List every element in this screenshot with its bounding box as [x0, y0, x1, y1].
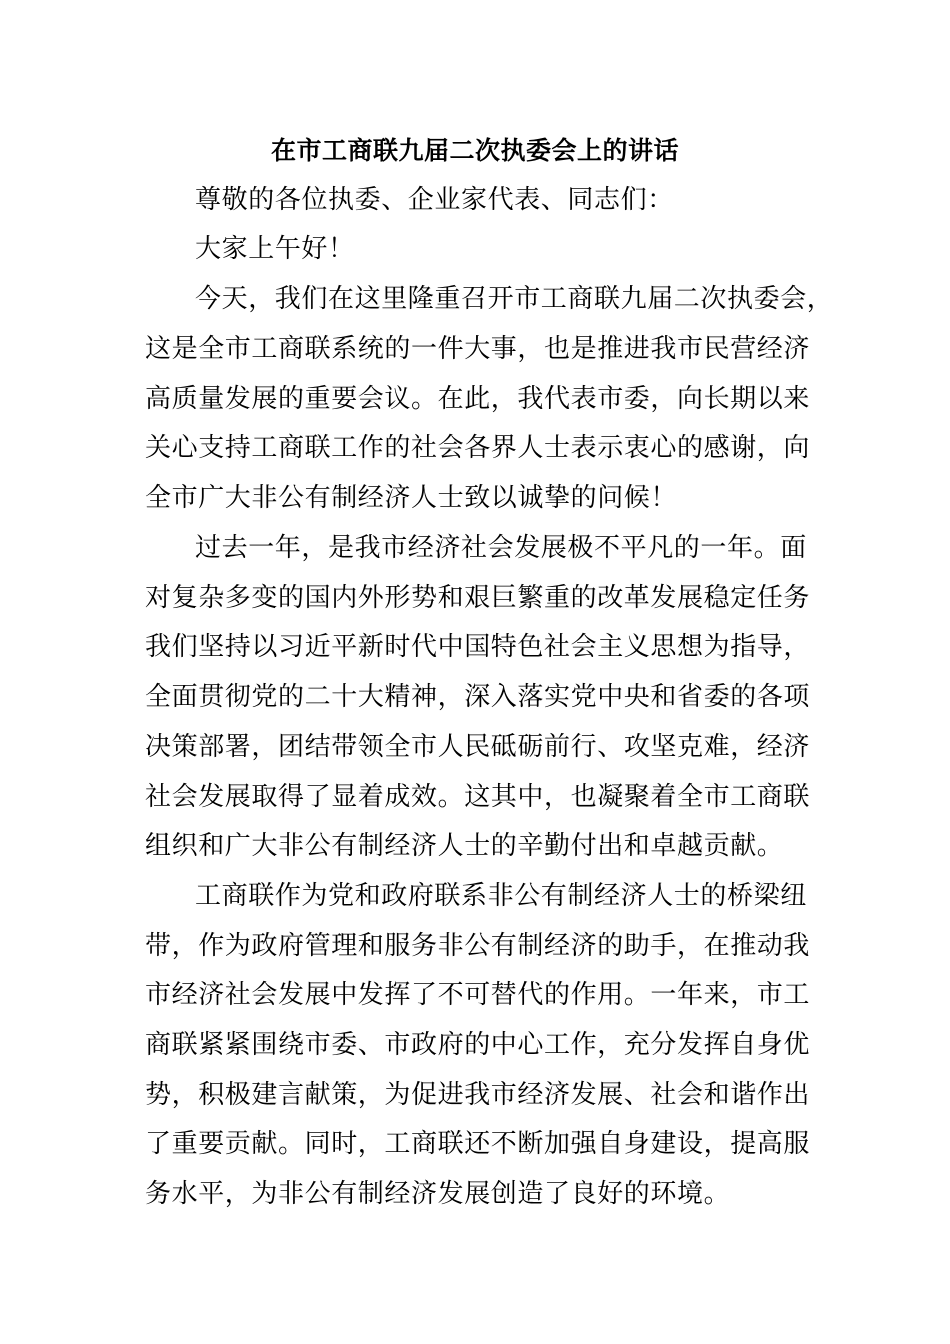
greeting-line: 大家上午好！	[195, 234, 355, 264]
paragraph-1-line-1: 今天，我们在这里隆重召开市工商联九届二次执委会，	[195, 284, 834, 314]
document-title: 在市工商联九届二次执委会上的讲话	[270, 136, 679, 165]
salutation-line: 尊敬的各位执委、企业家代表、同志们：	[195, 185, 674, 215]
paragraph-2-line-1: 过去一年，是我市经济社会发展极不平凡的一年。面	[195, 533, 807, 563]
paragraph-3-line-3: 市经济社会发展中发挥了不可替代的作用。一年来，市工	[145, 980, 811, 1010]
paragraph-3-line-5: 势，积极建言献策，为促进我市经济发展、社会和谐作出	[145, 1080, 811, 1110]
paragraph-1-line-4: 关心支持工商联工作的社会各界人士表示衷心的感谢，向	[145, 433, 811, 463]
paragraph-3-line-6: 了重要贡献。同时，工商联还不断加强自身建设，提高服	[145, 1129, 811, 1159]
paragraph-1-line-2: 这是全市工商联系统的一件大事，也是推进我市民营经济	[145, 334, 811, 364]
paragraph-2-line-2: 对复杂多变的国内外形势和艰巨繁重的改革发展稳定任务	[145, 583, 811, 613]
paragraph-3-line-2: 带，作为政府管理和服务非公有制经济的助手，在推动我	[145, 931, 811, 961]
paragraph-2-line-4: 全面贯彻党的二十大精神，深入落实党中央和省委的各项	[145, 682, 811, 712]
paragraph-3-line-4: 商联紧紧围绕市委、市政府的中心工作，充分发挥自身优	[145, 1030, 811, 1060]
paragraph-1-line-5: 全市广大非公有制经济人士致以诚挚的问候！	[145, 483, 678, 513]
paragraph-2-line-5: 决策部署，团结带领全市人民砥砺前行、攻坚克难，经济	[145, 732, 811, 762]
paragraph-2-line-7: 组织和广大非公有制经济人士的辛勤付出和卓越贡献。	[145, 831, 784, 861]
paragraph-2-line-6: 社会发展取得了显着成效。这其中，也凝聚着全市工商联	[145, 782, 811, 812]
paragraph-3-line-7: 务水平，为非公有制经济发展创造了良好的环境。	[145, 1179, 731, 1209]
paragraph-2-line-3: 我们坚持以习近平新时代中国特色社会主义思想为指导，	[145, 632, 811, 662]
paragraph-3-line-1: 工商联作为党和政府联系非公有制经济人士的桥梁纽	[195, 881, 807, 911]
paragraph-1-line-3: 高质量发展的重要会议。在此，我代表市委，向长期以来	[145, 384, 811, 414]
